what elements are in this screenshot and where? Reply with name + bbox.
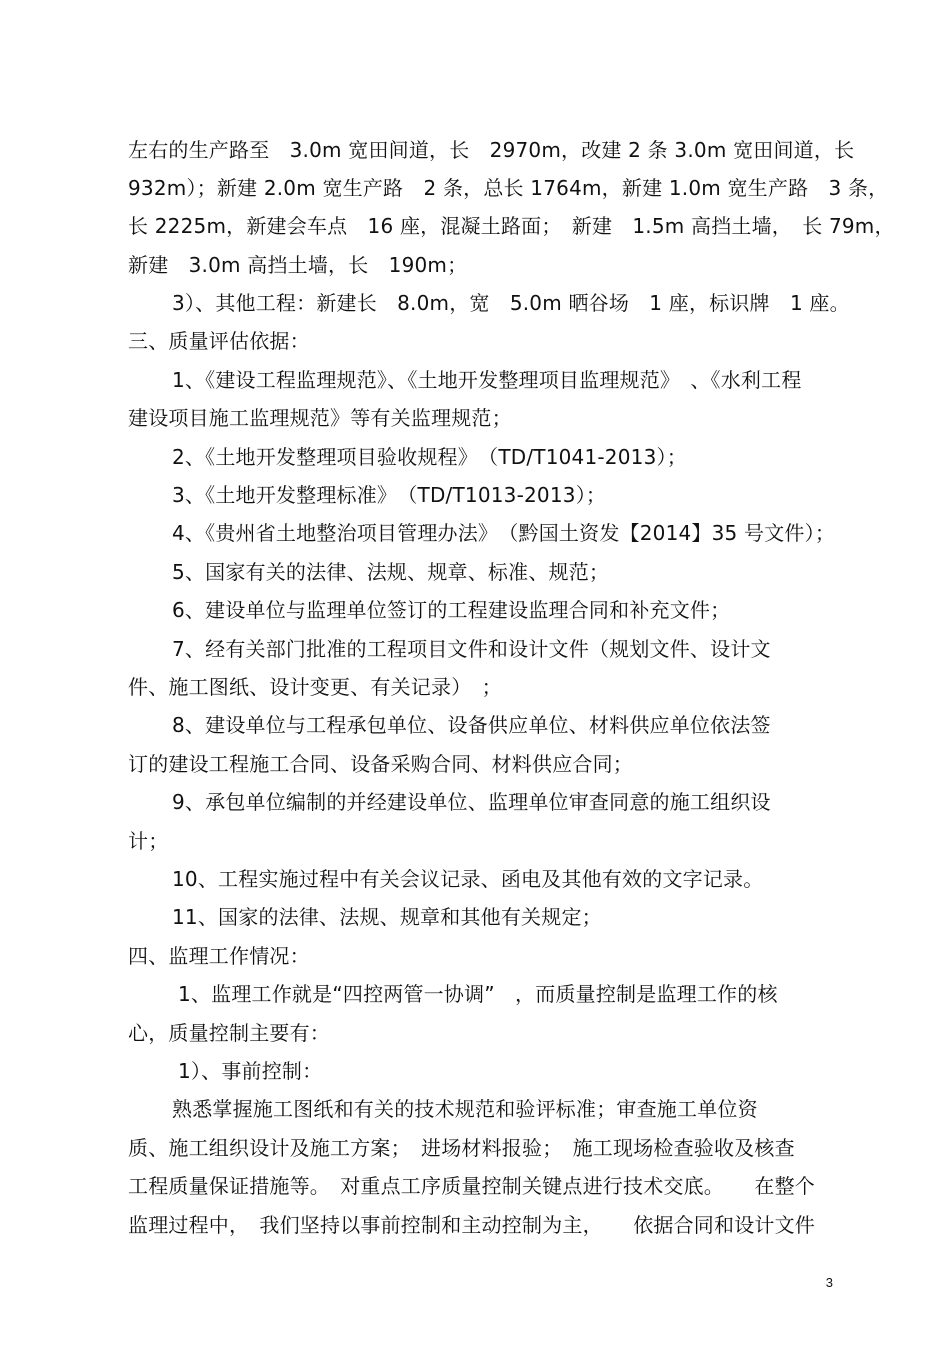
- subheading: 1）、事前控制：: [178, 1059, 323, 1083]
- paragraph-line: 长 2225m，新建会车点 16 座，混凝土路面； 新建 1.5m 高挡土墙， 长 79m，: [128, 214, 895, 238]
- list-item: 10、工程实施过程中有关会议记录、函电及其他有效的文字记录。: [172, 867, 764, 891]
- list-item: 8、建设单位与工程承包单位、设备供应单位、材料供应单位依法签: [172, 713, 771, 737]
- paragraph-line: 932m）；新建 2.0m 宽生产路 2 条，总长 1764m，新建 1.0m 宽生产路 3 条，: [128, 176, 889, 200]
- paragraph-line: 质、施工组织设计及施工方案； 进场材料报验； 施工现场检查验收及核查: [128, 1136, 795, 1160]
- list-item: 3、《土地开发整理标准》 （TD/T1013-2013）；: [172, 483, 607, 507]
- paragraph-line: 3）、其他工程：新建长 8.0m，宽 5.0m 晒谷场 1 座，标识牌 1 座。: [172, 291, 850, 315]
- list-item-continuation: 建设项目施工监理规范》等有关监理规范；: [128, 406, 512, 430]
- paragraph-line: 监理过程中， 我们坚持以事前控制和主动控制为主， 依据合同和设计文件: [128, 1213, 815, 1237]
- paragraph-line: 心，质量控制主要有：: [128, 1021, 330, 1045]
- page-number: 3: [825, 1275, 833, 1290]
- list-item: 6、建设单位与监理单位签订的工程建设监理合同和补充文件；: [172, 598, 731, 622]
- list-item: 5、国家有关的法律、法规、规章、标准、规范；: [172, 560, 610, 584]
- section-heading: 四、监理工作情况：: [128, 944, 310, 968]
- list-item-continuation: 计；: [128, 829, 169, 853]
- list-item-continuation: 订的建设工程施工合同、设备采购合同、材料供应合同；: [128, 752, 633, 776]
- list-item: 2、《土地开发整理项目验收规程》 （TD/T1041-2013）；: [172, 445, 687, 469]
- list-item: 9、承包单位编制的并经建设单位、监理单位审查同意的施工组织设: [172, 790, 771, 814]
- list-item: 4、《贵州省土地整治项目管理办法》 （黔国土资发【2014】35 号文件）；: [172, 521, 836, 545]
- list-item-continuation: 件、施工图纸、设计变更、有关记录） ；: [128, 675, 502, 699]
- paragraph-line: 熟悉掌握施工图纸和有关的技术规范和验评标准；审查施工单位资: [172, 1097, 758, 1121]
- paragraph-line: 左右的生产路至 3.0m 宽田间道，长 2970m，改建 2 条 3.0m 宽田间道，长: [128, 138, 855, 162]
- list-item: 1、《建设工程监理规范》、《土地开发整理项目监理规范》 、《水利工程: [172, 368, 802, 392]
- list-item: 7、经有关部门批准的工程项目文件和设计文件（规划文件、设计文: [172, 637, 771, 661]
- section-heading: 三、质量评估依据：: [128, 329, 310, 353]
- list-item: 11、国家的法律、法规、规章和其他有关规定；: [172, 905, 602, 929]
- paragraph-line: 工程质量保证措施等。 对重点工序质量控制关键点进行技术交底。 在整个: [128, 1174, 815, 1198]
- paragraph-line: 1、监理工作就是“四控两管一协调” ，而质量控制是监理工作的核: [178, 982, 778, 1006]
- paragraph-line: 新建 3.0m 高挡土墙，长 190m；: [128, 253, 468, 277]
